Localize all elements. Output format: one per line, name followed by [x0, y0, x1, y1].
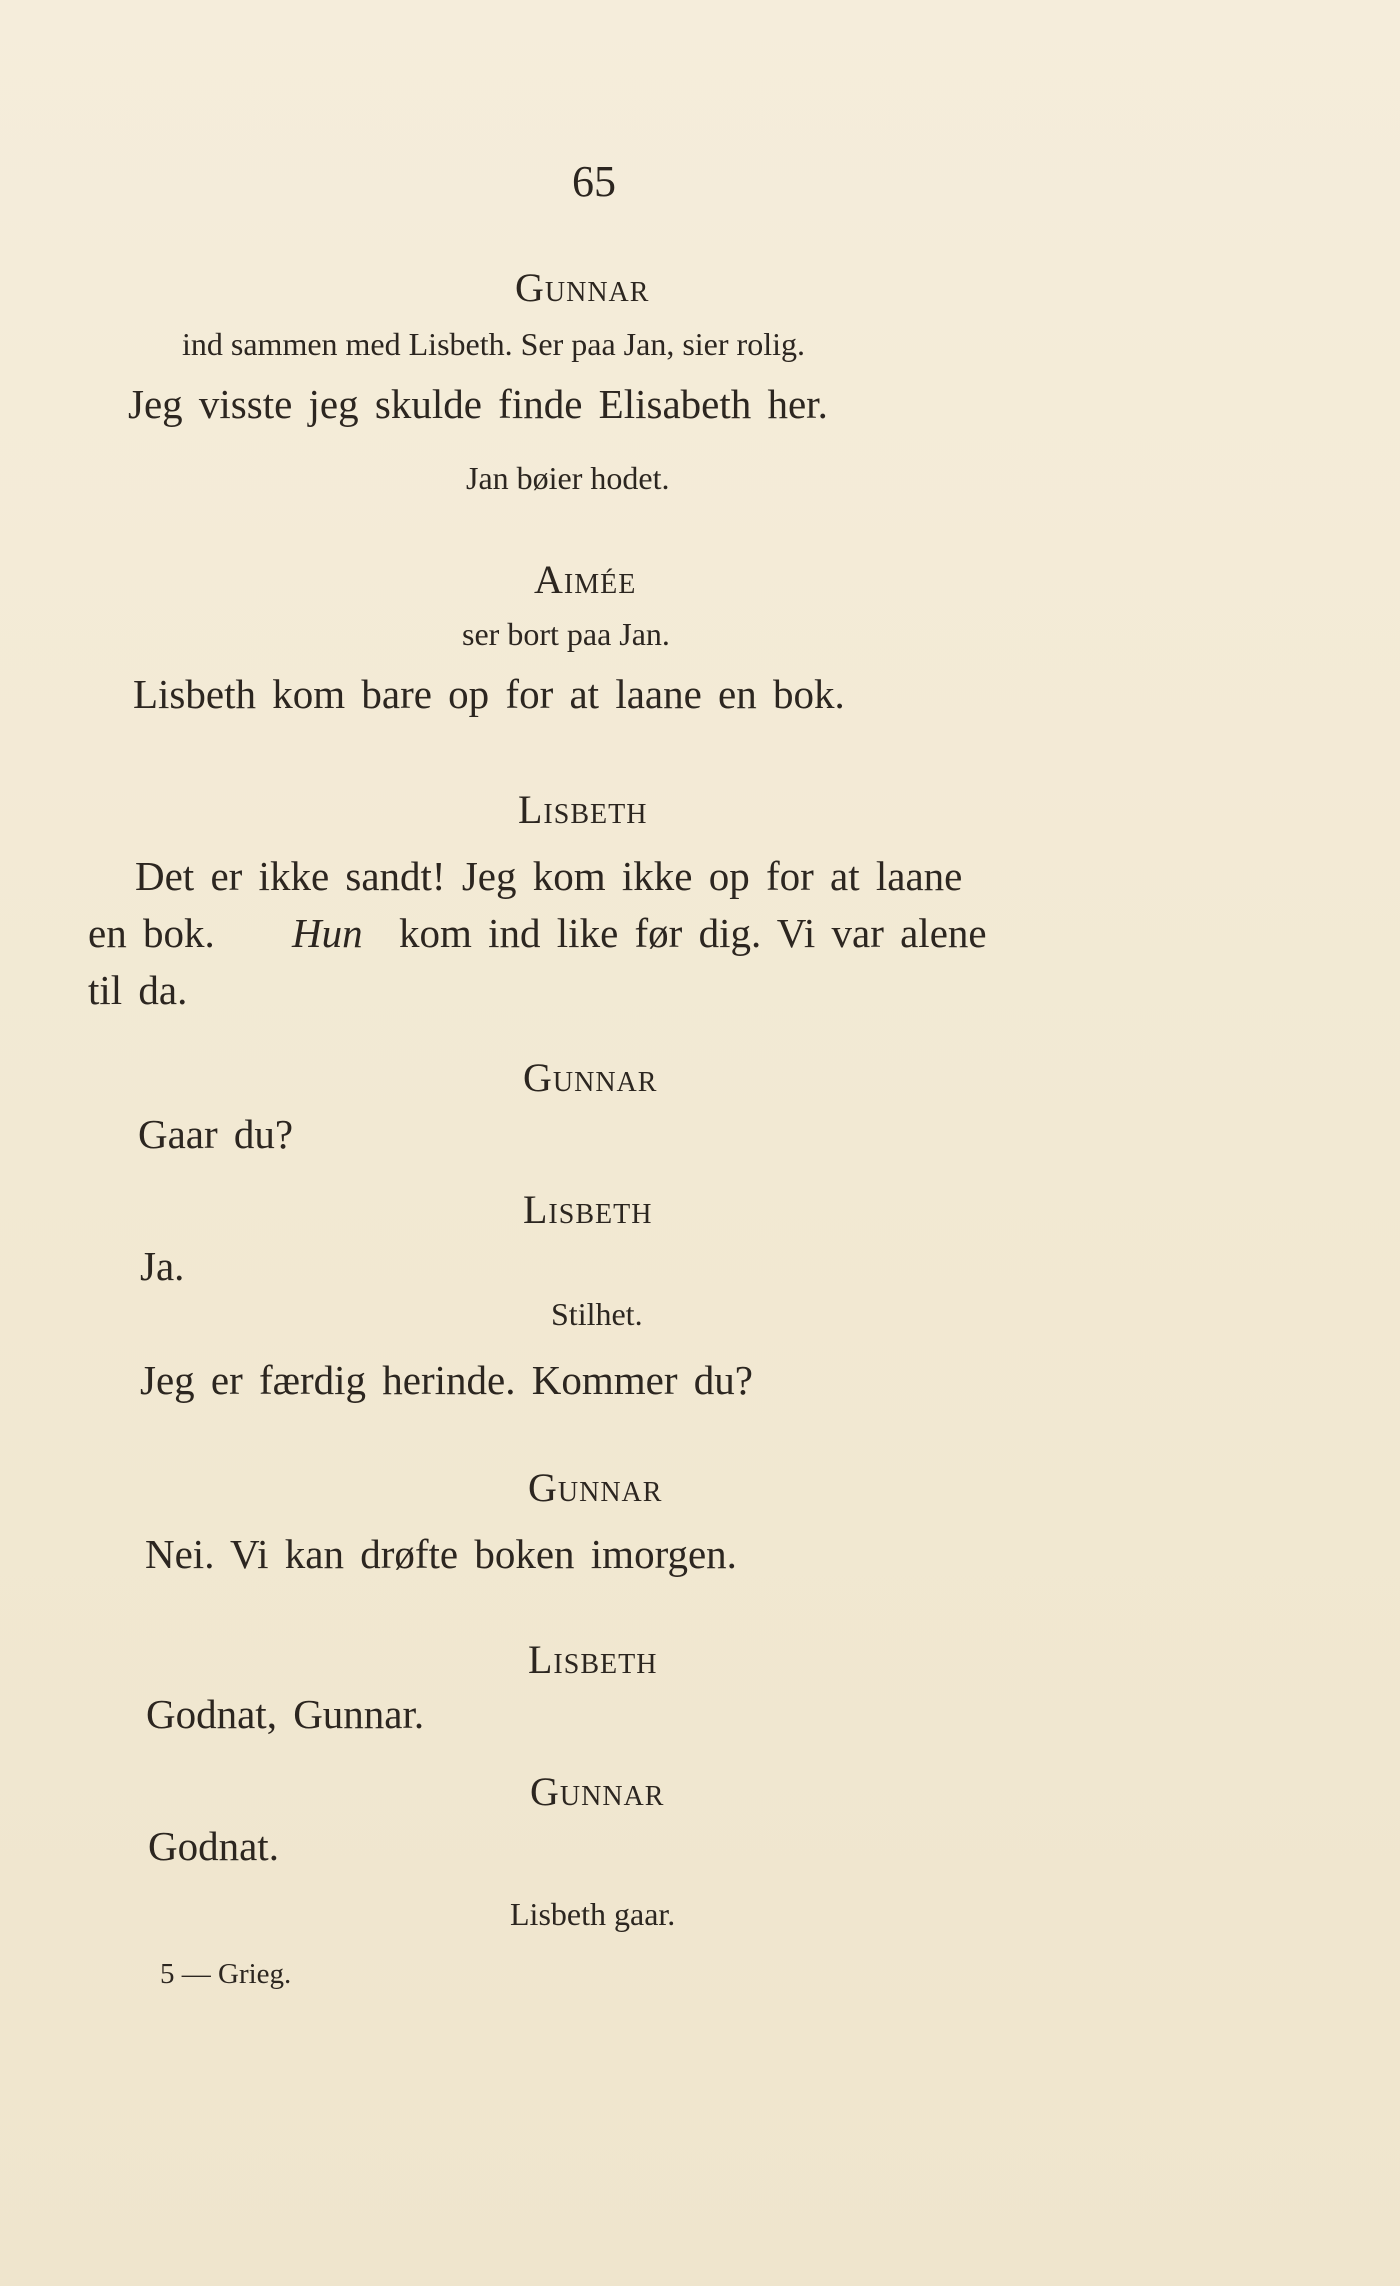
- dialogue-line-emphasis: [292, 910, 363, 956]
- speaker-lisbeth: Lisbeth: [518, 787, 648, 832]
- dialogue-line: Gaar du?: [138, 1111, 294, 1157]
- dialogue-line: Jeg er færdig herinde. Kommer du?: [140, 1357, 753, 1403]
- emphasis-hun: Hun: [292, 910, 363, 956]
- dialogue-line: Godnat, Gunnar.: [146, 1691, 425, 1737]
- dialogue-line: Ja.: [140, 1243, 185, 1289]
- dialogue-line: til da.: [88, 967, 188, 1013]
- dialogue-line: Lisbeth kom bare op for at laane en bok.: [133, 671, 845, 717]
- dialogue-line: kom ind like før dig. Vi var alene: [399, 910, 987, 956]
- dialogue-line: Godnat.: [148, 1823, 279, 1869]
- dialogue-line: Jeg visste jeg skulde finde Elisabeth her.: [128, 381, 828, 427]
- signature-mark: 5 — Grieg.: [160, 1958, 292, 1990]
- speaker-lisbeth: Lisbeth: [523, 1187, 653, 1232]
- speaker-gunnar: Gunnar: [523, 1055, 658, 1100]
- speaker-lisbeth: Lisbeth: [528, 1637, 658, 1682]
- speaker-aimee: Aimée: [534, 557, 637, 602]
- stage-direction: ser bort paa Jan.: [462, 616, 670, 652]
- speaker-gunnar: Gunnar: [530, 1769, 665, 1814]
- stage-direction: ind sammen med Lisbeth. Ser paa Jan, sier rolig.: [182, 326, 805, 362]
- stage-direction: Stilhet.: [551, 1296, 643, 1332]
- page-number: 65: [572, 157, 616, 206]
- stage-direction: Jan bøier hodet.: [466, 460, 670, 496]
- speaker-gunnar: Gunnar: [515, 265, 650, 310]
- dialogue-line: Nei. Vi kan drøfte boken imorgen.: [145, 1531, 737, 1577]
- speaker-gunnar: Gunnar: [528, 1465, 663, 1510]
- dialogue-line: Det er ikke sandt! Jeg kom ikke op for at laane: [135, 853, 963, 899]
- dialogue-line: en bok.: [88, 910, 215, 956]
- stage-direction: Lisbeth gaar.: [510, 1896, 676, 1932]
